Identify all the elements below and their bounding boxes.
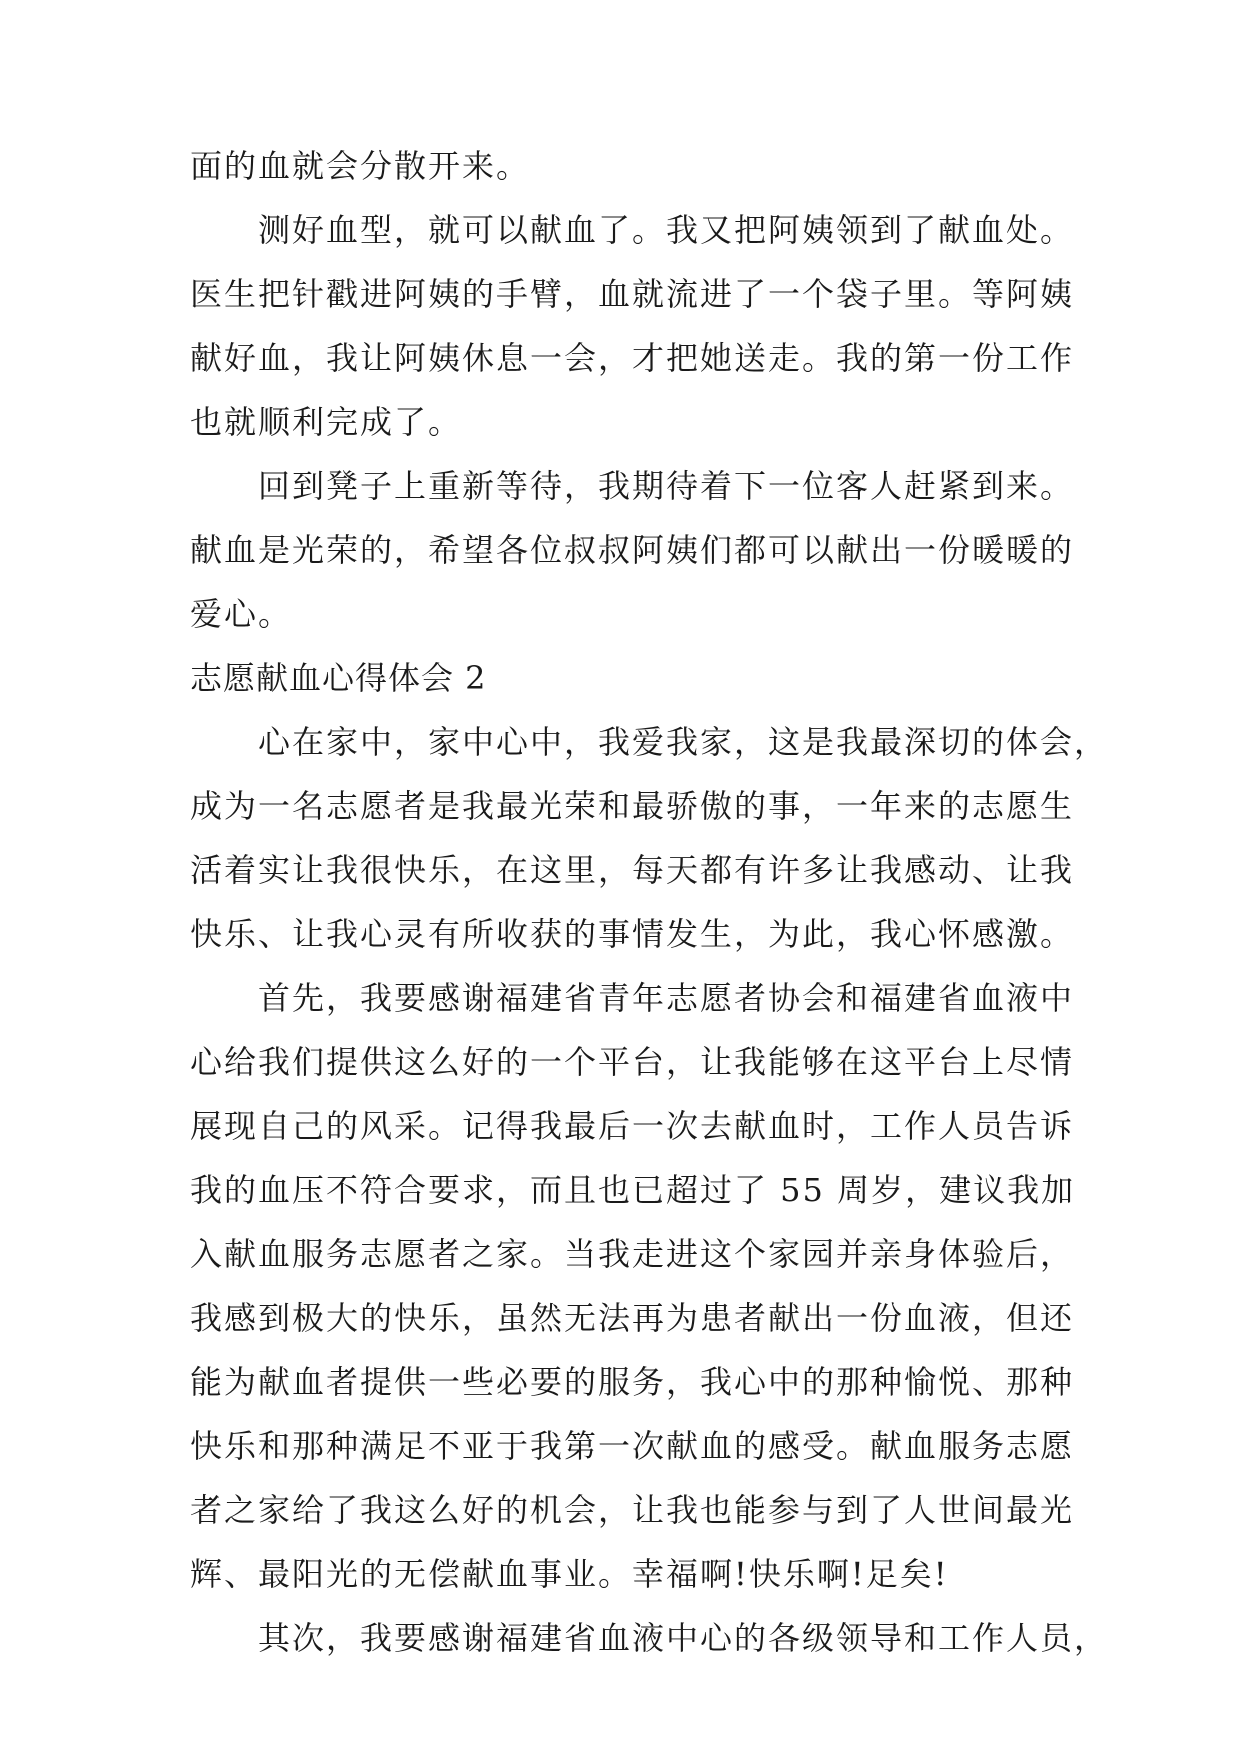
section-heading: 志愿献血心得体会 2 <box>190 659 487 697</box>
text-line: 爱心。 <box>190 595 293 633</box>
text-line: 也就顺利完成了。 <box>190 403 463 441</box>
text-line: 快乐和那种满足不亚于我第一次献血的感受。献血服务志愿 <box>190 1427 1075 1465</box>
text-line: 辉、最阳光的无偿献血事业。幸福啊!快乐啊!足矣! <box>190 1555 949 1593</box>
text-line: 者之家给了我这么好的机会，让我也能参与到了人世间最光 <box>190 1491 1075 1529</box>
text-line: 展现自己的风采。记得我最后一次去献血时，工作人员告诉 <box>190 1107 1075 1145</box>
paragraph-start: 首先，我要感谢福建省青年志愿者协会和福建省血液中 <box>258 979 1075 1017</box>
text-line: 心给我们提供这么好的一个平台，让我能够在这平台上尽情 <box>190 1043 1075 1081</box>
text-line: 我感到极大的快乐，虽然无法再为患者献出一份血液，但还 <box>190 1299 1075 1337</box>
text-line: 我的血压不符合要求，而且也已超过了 55 周岁，建议我加 <box>190 1171 1076 1209</box>
paragraph-start: 心在家中，家中心中，我爱我家，这是我最深切的体会， <box>258 723 1109 761</box>
text-line: 成为一名志愿者是我最光荣和最骄傲的事，一年来的志愿生 <box>190 787 1075 825</box>
text-line: 活着实让我很快乐，在这里，每天都有许多让我感动、让我 <box>190 851 1075 889</box>
text-line: 医生把针戳进阿姨的手臂，血就流进了一个袋子里。等阿姨 <box>190 275 1075 313</box>
text-line: 献血是光荣的，希望各位叔叔阿姨们都可以献出一份暖暖的 <box>190 531 1075 569</box>
paragraph-start: 其次，我要感谢福建省血液中心的各级领导和工作人员， <box>258 1619 1109 1657</box>
paragraph-start: 回到凳子上重新等待，我期待着下一位客人赶紧到来。 <box>258 467 1075 505</box>
text-line: 入献血服务志愿者之家。当我走进这个家园并亲身体验后， <box>190 1235 1075 1273</box>
text-line: 献好血，我让阿姨休息一会，才把她送走。我的第一份工作 <box>190 339 1075 377</box>
text-line: 面的血就会分散开来。 <box>190 147 531 185</box>
paragraph-start: 测好血型，就可以献血了。我又把阿姨领到了献血处。 <box>258 211 1075 249</box>
text-line: 能为献血者提供一些必要的服务，我心中的那种愉悦、那种 <box>190 1363 1075 1401</box>
text-line: 快乐、让我心灵有所收获的事情发生，为此，我心怀感激。 <box>190 915 1075 953</box>
